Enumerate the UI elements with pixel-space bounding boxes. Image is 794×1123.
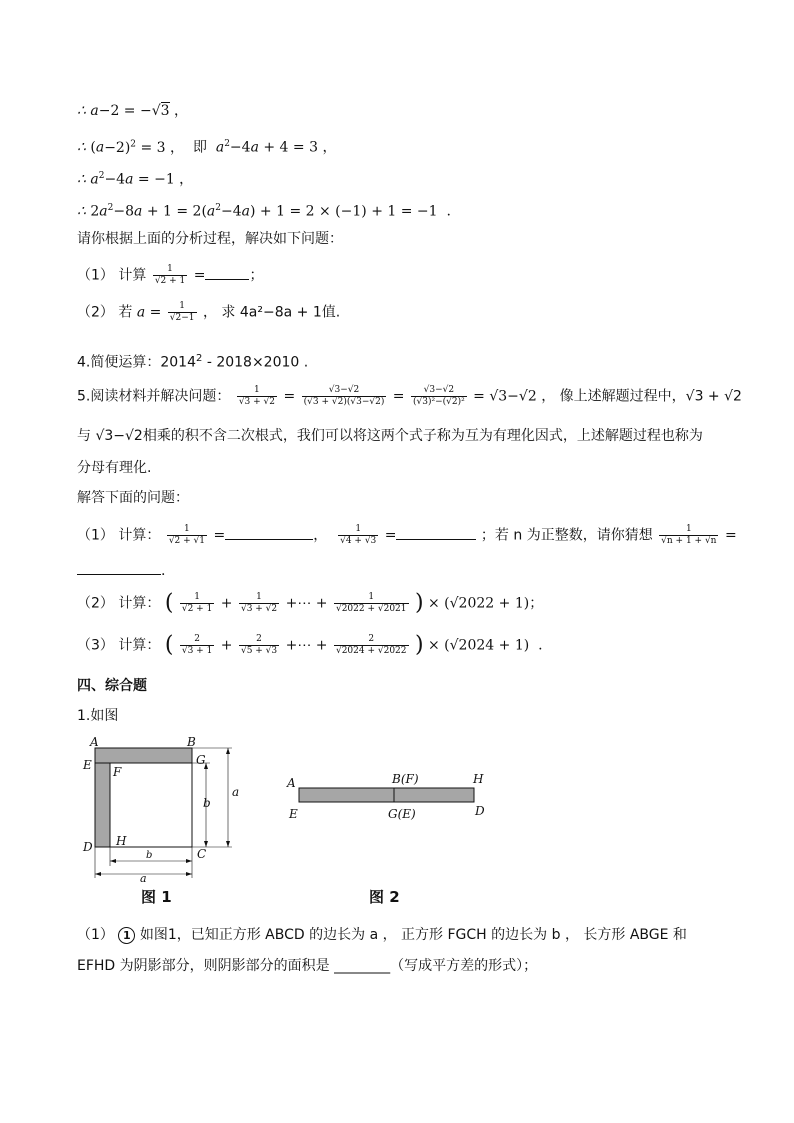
label-a-right: a	[232, 785, 240, 799]
figure-2-caption: 图 2	[369, 888, 400, 906]
arrowhead	[186, 859, 192, 863]
q2-suffix: ， 求 4a²−8a + 1值.	[202, 304, 341, 321]
derivation-line-1: ∴ a−2 = −√3 ，	[77, 103, 189, 119]
figure-1-caption: 图 1	[141, 888, 172, 906]
problem-5-line-2: 与 √3−√2相乘的积不含二次根式，我们可以将这两个式子称为互为有理化因式，上述解题过程也称为	[77, 428, 703, 444]
rect-abge	[95, 748, 192, 763]
a2-prefix: （2） 计算：	[77, 595, 161, 612]
q1-answer-blank[interactable]	[205, 267, 249, 280]
a3-frac-3: $\frac{2}{√2024 + √2022}$	[335, 634, 407, 656]
answer-q1-continued: .	[77, 561, 165, 581]
q2-prefix: （2） 若	[77, 304, 133, 321]
label-b-bottom: b	[146, 850, 153, 861]
label-D: D	[475, 804, 485, 818]
instruction-text: 请你根据上面的分析过程，解决如下问题：	[77, 231, 343, 247]
a1-frac-n: $\frac{1}{√n + 1 + √n}$	[661, 524, 717, 546]
label-A: A	[287, 776, 296, 790]
a3-prefix: （3） 计算：	[77, 637, 161, 654]
problem-4: 4.简便运算：2014$^2$ - 2018×2010 .	[77, 353, 309, 371]
p5-frac-1: $\frac{1}{√3 + √2}$	[238, 385, 275, 407]
label-a-bottom: a	[140, 872, 147, 882]
figure-1-diagram	[80, 736, 250, 882]
label-E: E	[289, 807, 298, 821]
derivation-line-2: ∴ $(a-2)^2 = 3$ ， 即 $a^2-4a + 4 = 3$ ，	[77, 139, 337, 156]
a2-frac-2: $\frac{1}{√3 + √2}$	[240, 592, 278, 614]
label-D: D	[83, 840, 93, 854]
label-E: E	[83, 758, 92, 772]
answer-question-3: （3） 计算： ( $\frac{2}{√3 + 1}$ + $\frac{2}{√5 + √3}$ +⋯ + $\frac{2}{√2024 + √2022}$ ) × (√2024 + 1) .	[77, 632, 543, 658]
p5-mid: ， 像上述解题过程中，√3 + √2	[541, 388, 742, 405]
problem-5-line-3: 分母有理化.	[77, 460, 152, 476]
label-A: A	[90, 736, 99, 749]
label-b-right: b	[203, 796, 211, 810]
a1-blank-2[interactable]	[396, 527, 476, 540]
final-question-line-1	[77, 925, 687, 945]
circled-number-1: 1	[118, 927, 135, 944]
q1-fraction: $\frac{1}{√2 + 1}$	[154, 264, 186, 286]
label-B: B	[187, 736, 196, 749]
p5-frac-2: $\frac{√3-√2}{(√3 + √2)(√3-√2)}$	[303, 385, 385, 407]
problem-5-line-1: 5.阅读材料并解决问题： $\frac{1}{√3 + √2}$ = $\frac{√3-√2}{(√3 + √2)(√3-√2)}$ = $\frac{√3-√2}{\text{(√3)²−(√2)²}}$ = √3−√2 ， 像上述解题过程中，√3 + √2	[77, 385, 742, 407]
label-BF: B(F)	[392, 772, 419, 786]
rect-efhd	[95, 763, 110, 847]
question-2	[77, 301, 340, 324]
final-q-text: 如图1，已知正方形 ABCD 的边长为 a ， 正方形 FGCH 的边长为 b ， 长方形 ABGE 和	[139, 927, 687, 943]
q2-var: a =	[136, 304, 162, 321]
label-H: H	[473, 772, 484, 786]
final-question-line-2: EFHD 为阴影部分，则阴影部分的面积是 ________（写成平方差的形式）；	[77, 958, 538, 974]
a1-frac-1: $\frac{1}{√2 + √1}$	[168, 524, 205, 546]
label-F: F	[113, 765, 122, 779]
p5-prefix: 5.阅读材料并解决问题：	[77, 388, 231, 405]
a3-frac-1: $\frac{2}{√3 + 1}$	[181, 634, 213, 656]
p5-frac-3: $\frac{√3-√2}{\text{(√3)²−(√2)²}}$	[412, 385, 465, 407]
a1-mid: ；若 n 为正整数，请你猜想	[480, 527, 653, 544]
arrowhead	[226, 841, 230, 847]
q1-prefix: （1） 计算	[77, 267, 147, 284]
q2-fraction: $\frac{1}{√2-1}$	[169, 301, 195, 323]
answer-question-1: （1） 计算： $\frac{1}{√2 + √1}$ = ， $\frac{1}{√4 + √3}$ = ；若 n 为正整数，请你猜想 $\frac{1}{√n + 1 + √n}$ =	[77, 524, 737, 546]
a1-prefix: （1） 计算：	[77, 527, 161, 544]
a1-blank-3[interactable]	[77, 562, 161, 575]
derivation-line-4: ∴ $2a^2-8a + 1 = 2(a^2-4a) + 1 = 2 \times (-1) + 1 = -1$ .	[77, 203, 451, 220]
label-H: H	[116, 834, 127, 848]
long-rect	[299, 788, 474, 802]
a3-frac-2: $\frac{2}{√5 + √3}$	[240, 634, 278, 656]
item-1-label: 1.如图	[77, 708, 119, 724]
answer-question-2: （2） 计算： ( $\frac{1}{√2 + 1}$ + $\frac{1}{√3 + √2}$ +⋯ + $\frac{1}{√2022 + √2021}$ ) × (√2022 + 1)；	[77, 590, 544, 616]
label-C: C	[197, 847, 207, 861]
a1-frac-2: $\frac{1}{√4 + √3}$	[340, 524, 377, 546]
derivation-line-3: ∴ $a^2-4a = -1$ ，	[77, 171, 194, 188]
figure-2-diagram	[282, 766, 492, 824]
arrowhead	[186, 872, 192, 876]
question-1: （1） 计算 $\frac{1}{√2 + 1}$ = ；	[77, 264, 264, 286]
a2-frac-1: $\frac{1}{√2 + 1}$	[181, 592, 213, 614]
arrowhead	[110, 859, 116, 863]
label-G: G	[196, 753, 206, 767]
label-GE: G(E)	[388, 807, 416, 821]
section-heading: 四、综合题	[77, 678, 147, 694]
arrowhead	[226, 748, 230, 754]
arrowhead	[95, 872, 101, 876]
answer-intro: 解答下面的问题：	[77, 490, 189, 506]
final-q-number: （1）	[77, 927, 114, 943]
a1-blank-1[interactable]	[225, 527, 313, 540]
a2-frac-3: $\frac{1}{√2022 + √2021}$	[335, 592, 407, 614]
